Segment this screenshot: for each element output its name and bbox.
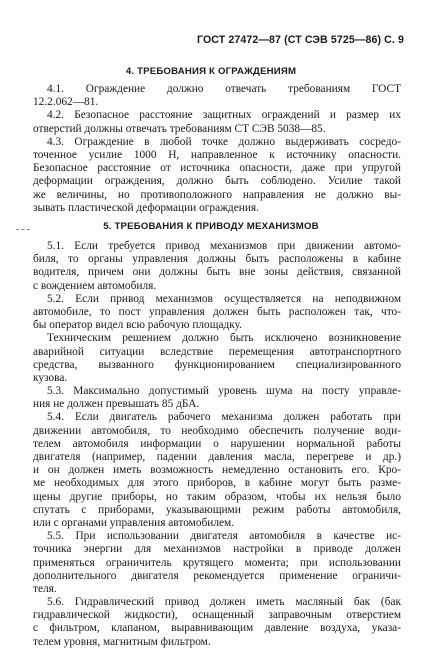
- paragraph-4-3-line: точенное усилие 1000 Н, направленное к источнику опасности.: [33, 148, 401, 161]
- paragraph-4-3-line: же величины, но противоположного направления не должно вы-: [33, 188, 401, 201]
- section-5-body: [33, 240, 401, 649]
- paragraph-5-3-line: 5.3. Максимально допустимый уровень шума на посту управле-: [47, 385, 401, 398]
- paragraph-5-3-line: ния не должен превышать 85 дБА.: [33, 398, 200, 411]
- paragraph-5-2-line: средства, вызванного функционированием специализированного: [33, 358, 401, 371]
- paragraph-5-4-line: спутать с приборами, указывающими режим работы автомобиля,: [33, 503, 401, 516]
- paragraph-4-2-line: 4.2. Безопасное расстояние защитных ограждений и размер их: [47, 109, 401, 122]
- paragraph-5-2-line: 5.2. Если привод механизмов осуществляется на неподвижном: [47, 292, 401, 305]
- paragraph-5-2-line: кузова.: [33, 371, 68, 384]
- paragraph-5-4-line: щены другие приборы, но таким образом, чтобы их нельзя было: [33, 490, 401, 503]
- paragraph-5-4-line: телем автомобиля информации о нарушении нормальной работы: [33, 437, 401, 450]
- paragraph-5-6-line: телем уровня, магнитным фильтром.: [33, 635, 211, 648]
- paragraph-4-1-line: 12.2.062—81.: [33, 96, 99, 109]
- paragraph-4-1-line: 4.1. Ограждение должно отвечать требованиям ГОСТ: [47, 83, 401, 95]
- paragraph-5-4-line: или с органами управления автомобилем.: [33, 516, 235, 529]
- paragraph-5-6-line: гидравлической жидкости), оснащенный заправочным отверстием: [33, 609, 401, 622]
- paragraph-5-4-line: и он должен иметь возможность немедленно остановить его. Кро-: [33, 464, 401, 477]
- paragraph-4-3-line: Безопасное расстояние от источника опасности, даже при упругой: [33, 162, 401, 175]
- paragraph-5-5-line: точника энергии для механизмов настройки в приводе должен: [33, 543, 401, 556]
- paragraph-5-1-line: биля, то органы управления должны быть расположены в кабине: [33, 253, 401, 266]
- section-4-body: [33, 83, 401, 215]
- paragraph-5-6-line: 5.6. Гидравлический привод должен иметь масляный бак (бак: [47, 596, 401, 609]
- section-4-title: 4. ТРЕБОВАНИЯ К ОГРАЖДЕНИЯМ: [125, 66, 297, 77]
- paragraph-5-2-line: бы оператор видел всю рабочую площадку.: [33, 319, 242, 332]
- paragraph-5-1-line: водителя, причем они должны быть вне зоны действия, связанной: [33, 266, 401, 279]
- paragraph-5-4-line: движении автомобиля, то необходимо обеспечить получение води-: [33, 424, 401, 437]
- page-header: ГОСТ 27472—87 (СТ СЭВ 5725—86) С. 9: [197, 34, 404, 46]
- paragraph-5-5-line: применяться ограничитель крутящего момента; при использовании: [33, 556, 401, 569]
- paragraph-5-5-line: теля.: [33, 582, 57, 595]
- paragraph-5-4-line: двигателя (например, падении давления масла, перегреве и др.): [33, 451, 401, 463]
- paragraph-5-2-line: аварийной ситуации вследствие перемещения автотранспортного: [33, 345, 401, 358]
- paragraph-4-3-line: деформации ограждения, должно быть соблюдено. Усилие такой: [33, 175, 401, 188]
- paragraph-5-6-line: с фильтром, клапаном, выравнивающим давление воздуха, указа-: [33, 622, 401, 635]
- section-5-title: 5. ТРЕБОВАНИЯ К ПРИВОДУ МЕХАНИЗМОВ: [103, 221, 319, 232]
- paragraph-5-1-line: 5.1. Если требуется привод механизмов при движении автомо-: [47, 240, 401, 252]
- paragraph-4-3-line: 4.3. Ограждение в любой точке должно выдерживать сосредо-: [47, 135, 401, 148]
- paragraph-5-5-line: дополнительного двигателя рекомендуется применение ограничи-: [33, 569, 401, 582]
- paragraph-5-5-line: 5.5. При использовании двигателя автомобиля в качестве ис-: [47, 530, 401, 543]
- paragraph-5-2-line: Техническим решением должно быть исключено возникновение: [47, 332, 401, 345]
- paragraph-5-2-line: автомобиле, то пост управления должен быть расположен так, что-: [33, 305, 401, 318]
- paragraph-5-1-line: с вождением автомобиля.: [33, 279, 157, 292]
- paragraph-4-2-line: отверстий должны отвечать требованиям СТ СЭВ 5038—85.: [33, 122, 326, 135]
- paragraph-4-3-line: зывать пластической деформации ограждения.: [33, 201, 259, 214]
- paragraph-5-4-line: 5.4. Если двигатель рабочего механизма должен работать при: [47, 411, 401, 424]
- paragraph-5-4-line: ме необходимых для этого приборов, в кабине могут быть разме-: [33, 477, 401, 490]
